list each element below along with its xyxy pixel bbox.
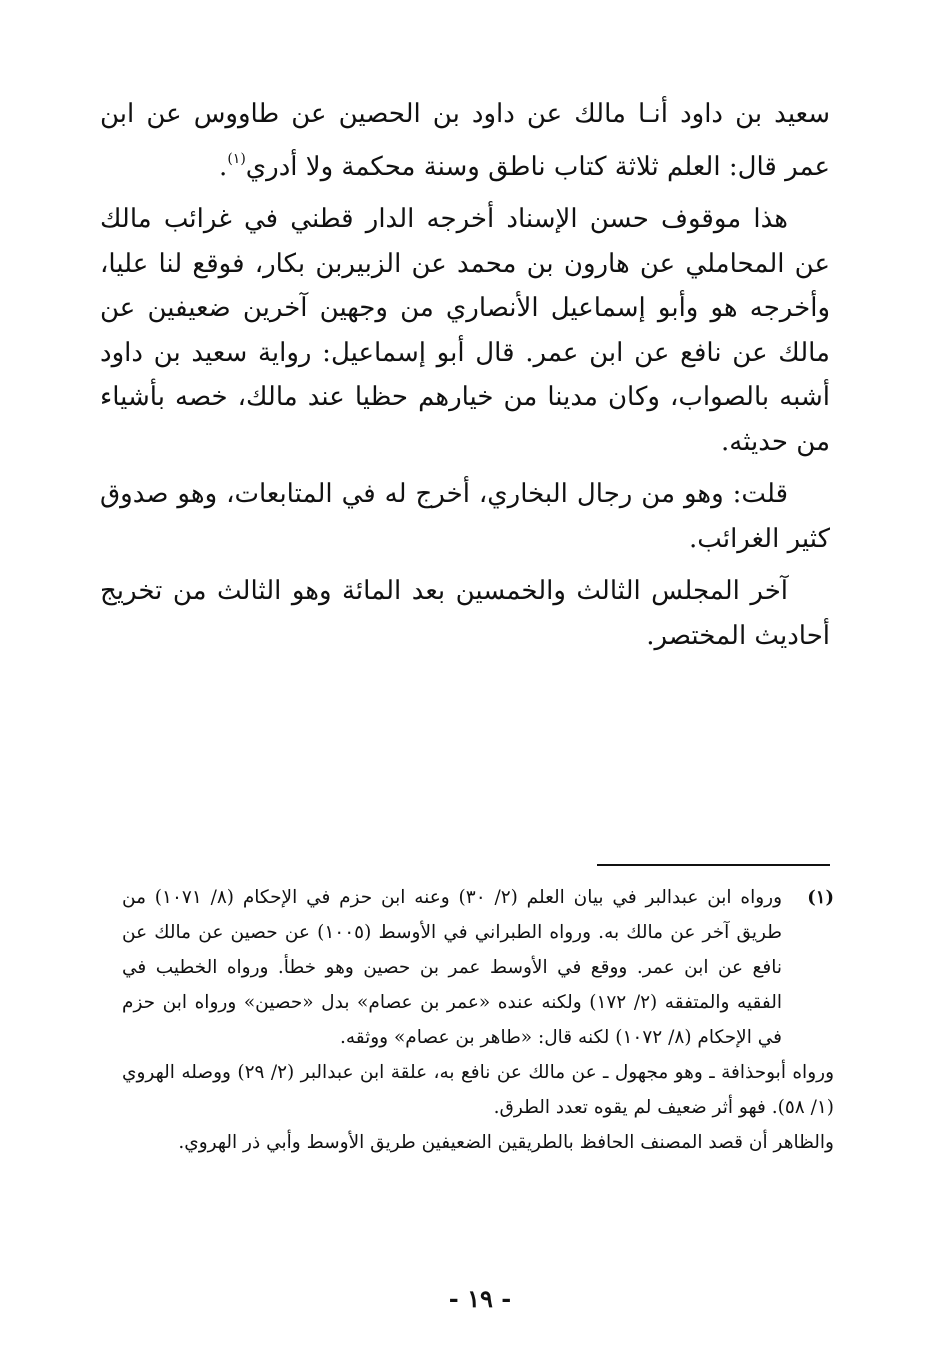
paragraph-1 (100, 92, 830, 189)
paragraph-1-end: . (219, 151, 228, 182)
footnote-reference: (١) (227, 150, 246, 167)
footnote-number: (١) (807, 887, 834, 908)
footnote-text-2: ورواه أبوحذافة ـ وهو مجهول ـ عن مالك عن نافع به، علقة ابن عبدالبر (٢/ ٢٩) ووصله الهروي (١/ ٥٨). فهو أثر ضعيف لم يقوه تعدد الطرق. (122, 1062, 835, 1118)
footnote-1 (122, 880, 834, 1055)
footnote-body (122, 880, 782, 1055)
footnote-text-3: والظاهر أن قصد المصنف الحافظ بالطريقين الضعيفين طريق الأوسط وأبي ذر الهروي. (178, 1132, 834, 1153)
main-text (100, 92, 830, 666)
paragraph-4: آخر المجلس الثالث والخمسين بعد المائة وهو الثالث من تخريج أحاديث المختصر. (100, 576, 830, 651)
paragraph-1-text: سعيد بن داود أنـا مالك عن داود بن الحصين عن طاووس عن ابن عمر قال: العلم ثلاثة كتاب ناطق وسنة محكمة ولا أدري (100, 99, 830, 182)
page-number: - ١٩ - (448, 1284, 512, 1313)
paragraph-3: قلت: وهو من رجال البخاري، أخرج له في المتابعات، وهو صدوق كثير الغرائب. (100, 479, 830, 554)
paragraph-2: هذا موقوف حسن الإسناد أخرجه الدار قطني في غرائب مالك عن المحاملي عن هارون بن محمد عن الزبيربن بكار، فوقع لنا عليا، وأخرجه هو وأبو إسماعيل الأنصاري من وجهين آخرين ضعيفين عن مالك عن نافع عن ابن عمر. قال أبو إسماعيل: رواية سعيد بن داود أشبه بالصواب، وكان مدينا من خيارهم حظيا عند مالك، خصه بأشياء من حديثه. (100, 204, 830, 457)
footnote-divider (597, 864, 830, 866)
footnotes (122, 880, 834, 1160)
footnote-text-1: ورواه ابن عبدالبر في بيان العلم (٢/ ٣٠) وعنه ابن حزم في الإحكام (٨/ ١٠٧١) من طريق آخر عن مالك به. ورواه الطبراني في الأوسط (١٠٠٥) عن حصين عن مالك عن نافع عن ابن عمر. ووقع في الأوسط عمر بن حصين وهو خطأ. ورواه الخطيب في الفقيه والمتفقه (٢/ ١٧٢) ولكنه عنده «عمر بن عصام» بدل «حصين» ورواه ابن حزم في الإحكام (٨/ ١٠٧٢) لكنه قال: «طاهر بن عصام» ووثقه. (122, 887, 783, 1048)
